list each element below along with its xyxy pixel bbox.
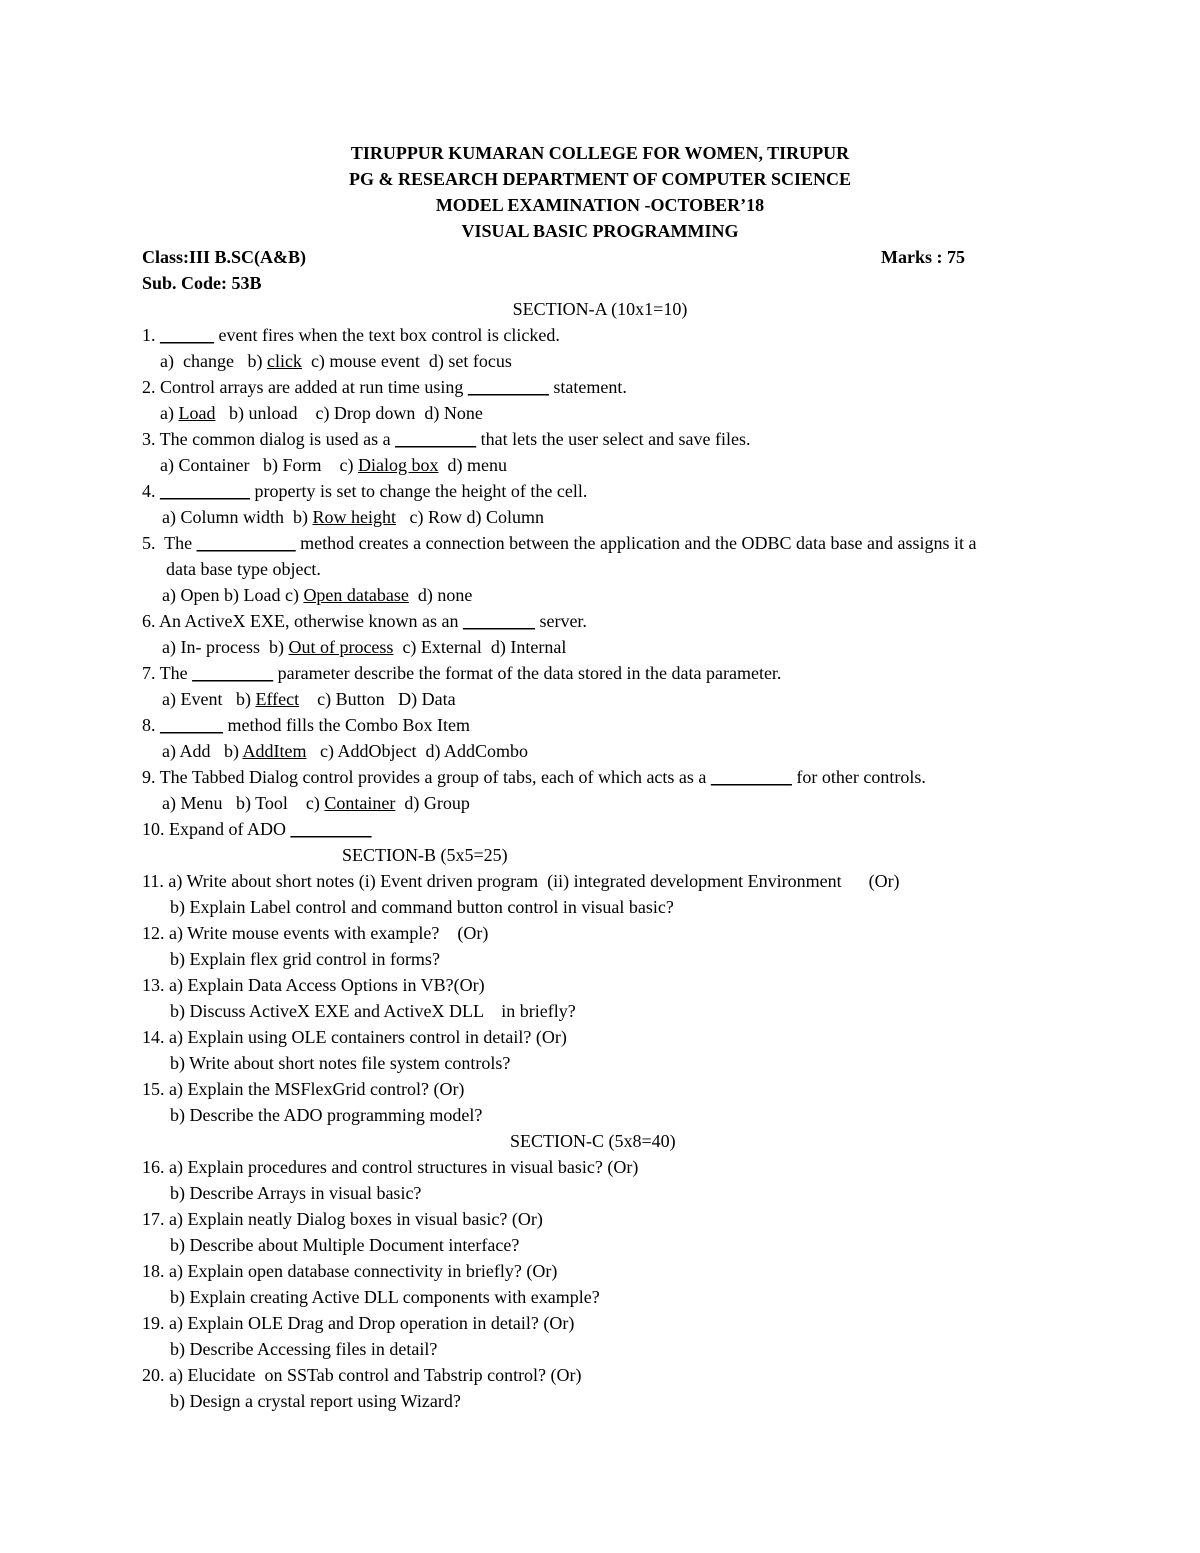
question-text: 7. The [142,663,193,683]
question-text: d) menu [438,455,507,475]
question-text: b) Describe Arrays in visual basic? [170,1183,422,1203]
question-line [162,582,472,608]
department-name: PG & RESEARCH DEPARTMENT OF COMPUTER SCIENCE [348,169,852,189]
question-line [170,1336,437,1362]
question-text: 18. a) Explain open database connectivity in briefly? (Or) [142,1261,558,1281]
question-line [142,1310,574,1336]
question-line [142,1076,464,1102]
question-line [142,1362,582,1388]
question-text: b) Describe about Multiple Document interface? [170,1235,520,1255]
underlined-text: click [266,351,302,371]
question-text: a) Menu b) Tool c) [162,793,325,813]
underlined-text: _________ [192,663,274,683]
underlined-text: _________ [710,767,792,787]
question-line [142,608,587,634]
question-line [162,634,566,660]
question-text: d) Group [395,793,470,813]
question-line [142,374,627,400]
question-text: a) Container b) Form c) [160,455,358,475]
question-text: b) Describe Accessing files in detail? [170,1339,438,1359]
question-line [170,946,440,972]
question-text: a) Open b) Load c) [162,585,304,605]
question-text: 4. [142,481,160,501]
question-line [142,764,926,790]
question-line [166,556,321,582]
underlined-text: _______ [160,715,223,735]
question-line [170,1050,510,1076]
question-text: 9. The Tabbed Dialog control provides a group of tabs, each of which acts as a [142,767,711,787]
question-text: 10. Expand of ADO [142,819,291,839]
question-text: statement. [548,377,627,397]
question-line [162,790,470,816]
question-text: a) [160,403,179,423]
underlined-text: ______ [160,325,214,345]
question-text: b) Discuss ActiveX EXE and ActiveX DLL in briefly? [170,1001,576,1021]
question-text: a) Event b) [162,689,256,709]
question-line [142,972,485,998]
question-line [162,738,528,764]
question-text: b) Design a crystal report using Wizard? [170,1391,461,1411]
question-line [170,998,576,1024]
question-text: 8. [142,715,160,735]
question-text: 20. a) Elucidate on SSTab control and Tabstrip control? (Or) [142,1365,582,1385]
exam-title: MODEL EXAMINATION -OCTOBER’18 [435,195,765,215]
question-text: 15. a) Explain the MSFlexGrid control? (Or) [142,1079,465,1099]
underlined-text: ___________ [196,533,296,553]
underlined-text: Out of process [288,637,394,657]
question-text: b) Explain Label control and command button control in visual basic? [170,897,674,917]
underlined-text: Row height [312,507,396,527]
question-text: method creates a connection between the application and the ODBC data base and assigns it a [295,533,977,553]
question-line [170,1232,519,1258]
underlined-text: Open database [303,585,409,605]
sub-code-label: Sub. Code: 53B [142,273,262,293]
question-text: c) External d) Internal [393,637,567,657]
question-text: 6. An ActiveX EXE, otherwise known as an [142,611,463,631]
underlined-text: Effect [255,689,300,709]
question-line [142,868,900,894]
underlined-text: Dialog box [357,455,439,475]
question-text: b) Write about short notes file system controls? [170,1053,511,1073]
question-text: 16. a) Explain procedures and control structures in visual basic? (Or) [142,1157,639,1177]
question-text: 14. a) Explain using OLE containers control in detail? (Or) [142,1027,567,1047]
question-line [142,1154,638,1180]
question-line [170,1180,421,1206]
question-text: 2. Control arrays are added at run time using [142,377,468,397]
underlined-text: Load [178,403,216,423]
question-line [160,400,483,426]
underlined-text: AddItem [242,741,307,761]
question-text: method fills the Combo Box Item [223,715,470,735]
question-text: 1. [142,325,160,345]
question-text: a) In- process b) [162,637,289,657]
question-text: c) AddObject d) AddCombo [306,741,528,761]
question-text: c) mouse event d) set focus [301,351,512,371]
question-text: 12. a) Write mouse events with example? (Or) [142,923,489,943]
question-text: 19. a) Explain OLE Drag and Drop operation in detail? (Or) [142,1313,575,1333]
question-text: for other controls. [791,767,926,787]
underlined-text: _________ [467,377,549,397]
question-text: server. [534,611,587,631]
question-text: a) change b) [160,351,267,371]
question-line [142,426,751,452]
question-text: 3. The common dialog is used as a [142,429,396,449]
question-line [160,452,507,478]
question-text: property is set to change the height of the cell. [250,481,588,501]
question-text: c) Button D) Data [299,689,456,709]
question-line [142,530,976,556]
question-line [170,1284,600,1310]
question-line [142,920,488,946]
question-text: 17. a) Explain neatly Dialog boxes in visual basic? (Or) [142,1209,543,1229]
question-line [142,660,781,686]
subject-title: VISUAL BASIC PROGRAMMING [461,221,739,241]
question-text: b) Explain flex grid control in forms? [170,949,440,969]
question-line [160,348,512,374]
question-line [142,712,470,738]
section-b-title: SECTION-B (5x5=25) [342,845,508,865]
underlined-text: Container [324,793,396,813]
question-line [142,1258,557,1284]
question-line [142,322,560,348]
question-text: b) Explain creating Active DLL components with example? [170,1287,600,1307]
question-text: data base type object. [166,559,321,579]
question-text: b) Describe the ADO programming model? [170,1105,483,1125]
question-text: that lets the user select and save files. [476,429,751,449]
question-line [170,894,674,920]
class-label: Class:III B.SC(A&B) [142,247,307,267]
college-name: TIRUPPUR KUMARAN COLLEGE FOR WOMEN, TIRUPUR [350,143,850,163]
question-text: a) Column width b) [162,507,313,527]
question-text: 11. a) Write about short notes (i) Event driven program (ii) integrated development Environment (Or) [142,871,900,891]
section-c-title: SECTION-C (5x8=40) [510,1131,676,1151]
question-line [142,478,587,504]
marks-label: Marks : 75 [881,247,965,267]
question-line [142,1024,567,1050]
question-line [170,1102,482,1128]
question-line [170,1388,461,1414]
question-line [162,686,456,712]
underlined-text: _________ [290,819,372,839]
question-text: 13. a) Explain Data Access Options in VB?(Or) [142,975,485,995]
underlined-text: _________ [395,429,477,449]
underlined-text: __________ [160,481,250,501]
question-text: b) unload c) Drop down d) None [215,403,483,423]
underlined-text: ________ [462,611,535,631]
question-text: d) none [408,585,473,605]
question-line [142,816,371,842]
question-text: event fires when the text box control is clicked. [214,325,560,345]
question-text: c) Row d) Column [396,507,544,527]
question-line [162,504,544,530]
question-text: parameter describe the format of the data stored in the data parameter. [273,663,782,683]
question-text: 5. The [142,533,197,553]
section-a-title: SECTION-A (10x1=10) [512,299,688,319]
question-text: a) Add b) [162,741,243,761]
question-line [142,1206,543,1232]
